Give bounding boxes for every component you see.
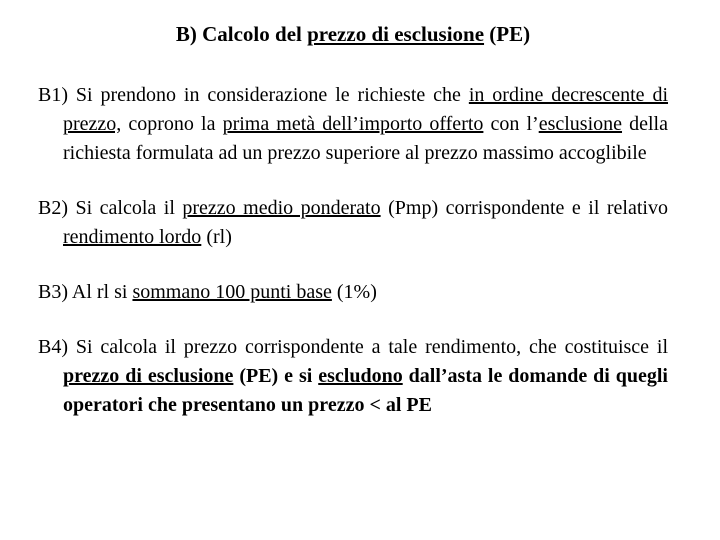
text-run: B3) Al rl si: [38, 281, 133, 303]
text-run-bold-underlined: prezzo di esclusione: [63, 365, 234, 387]
text-run: della richiesta formulata ad un prezzo superiore al prezzo massimo accoglibile: [63, 113, 668, 164]
slide-title: [38, 22, 668, 47]
text-run-bold: dall’asta le domande di quegli operatori che presentano un prezzo < al PE: [63, 365, 668, 416]
text-run: (Pmp) corrispondente e il relativo: [380, 197, 668, 219]
text-run: (rl): [201, 226, 232, 248]
text-run-bold-underlined: escludono: [318, 365, 403, 387]
text-run-bold: (PE) e si: [233, 365, 319, 387]
paragraph-b3: [38, 278, 668, 307]
title-run: B) Calcolo del: [175, 22, 308, 46]
text-run: B2) Si calcola il: [38, 197, 183, 219]
text-run-underlined: sommano 100 punti base: [132, 281, 332, 303]
paragraph-b1: [38, 81, 668, 168]
text-run-underlined: prezzo medio ponderato: [182, 197, 381, 219]
title-run-underlined: prezzo di esclusione: [307, 22, 485, 46]
paragraph-b2: [38, 194, 668, 252]
paragraph-b4: [38, 333, 668, 420]
text-run-underlined: in ordine decrescente di prezzo,: [63, 84, 669, 135]
text-run-underlined: prima metà dell’importo offerto: [222, 113, 484, 135]
text-run: B4) Si calcola il prezzo corrispondente a tale rendimento, che costituisce il: [38, 336, 668, 358]
text-run: B1) Si prendono in considerazione le richieste che: [38, 84, 469, 106]
text-run-underlined: rendimento lordo: [63, 226, 202, 248]
text-run: coprono la: [121, 113, 223, 135]
text-run: con l’: [483, 113, 539, 135]
text-run: (1%): [331, 281, 377, 303]
title-run: (PE): [484, 22, 531, 46]
text-run-underlined: esclusione: [538, 113, 623, 135]
